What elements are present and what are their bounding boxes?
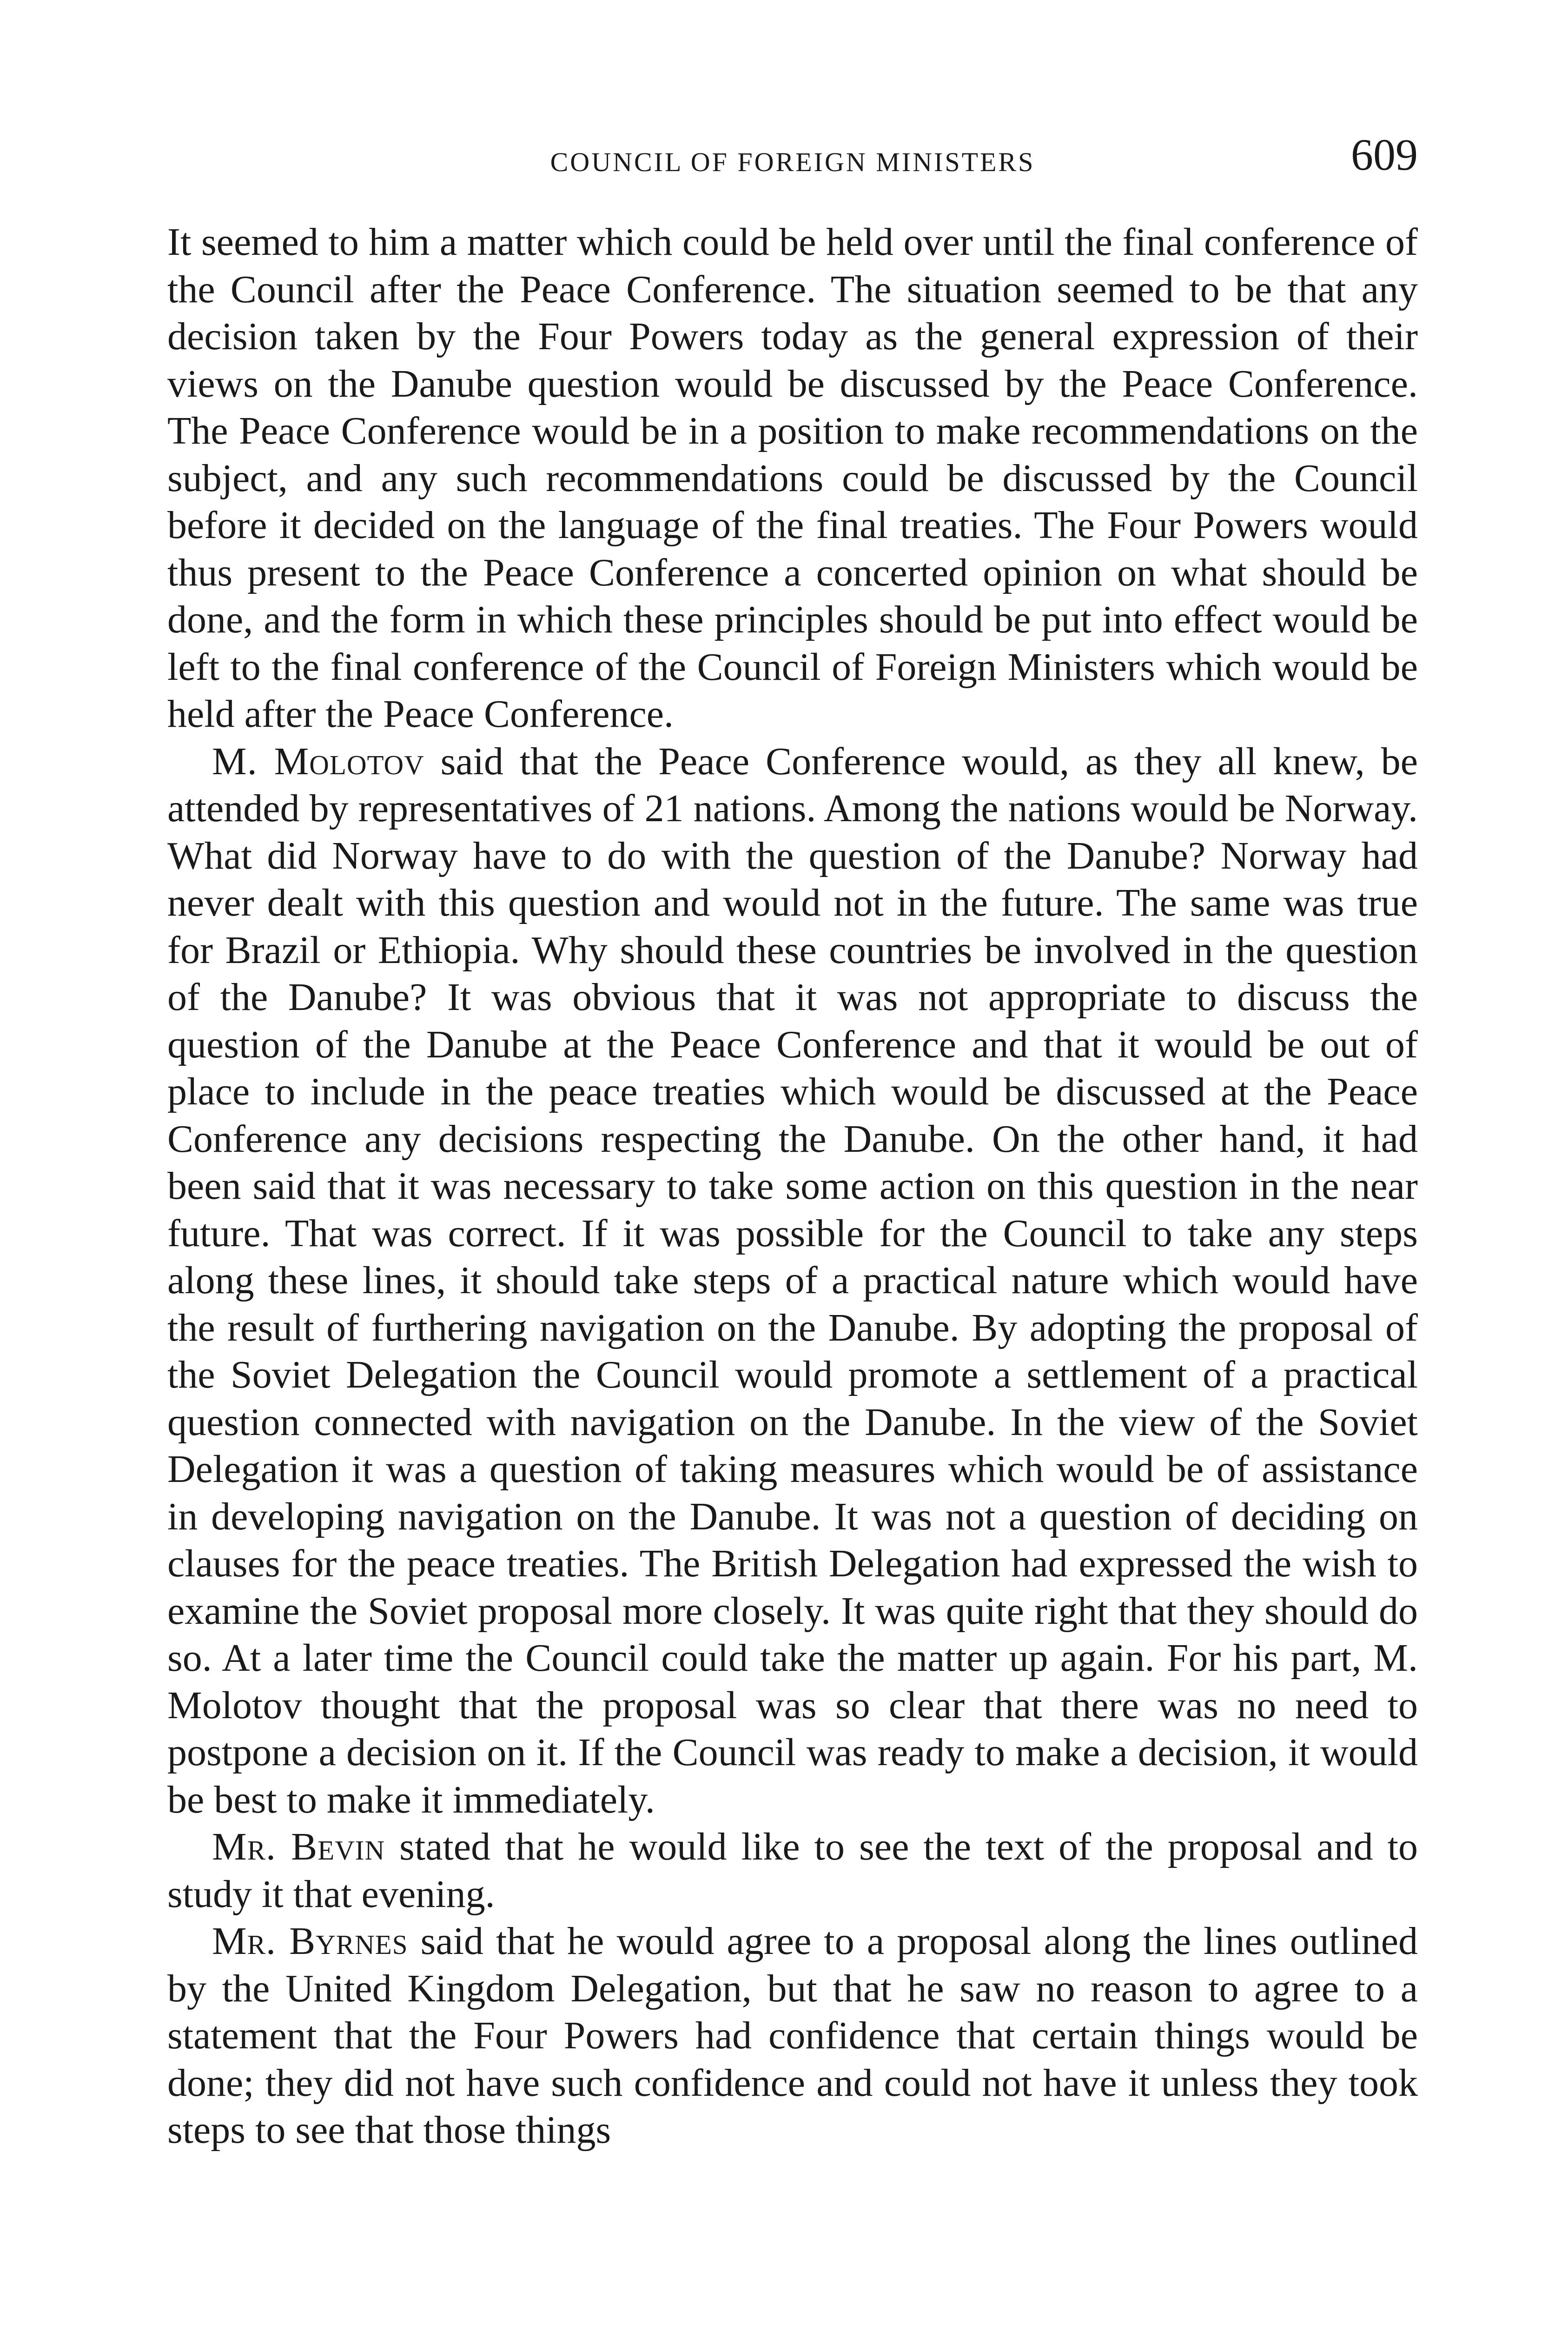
- paragraph-bevin: [167, 1823, 1418, 1918]
- paragraph-text: It seemed to him a matter which could be held over until the final conference of the Council after the Peace Conference. The situation seemed to be that any decision taken by the Four Powers today as the general expression of their views on the Danube question would be discussed by the Peace Conference. The Peace Conference would be in a position to make recommendations on the subject, and any such recommendations could be discussed by the Council before it decided on the language of the final treaties. The Four Powers would thus present to the Peace Conference a concerted opinion on what should be done, and the form in which these principles should be put into effect would be left to the final conference of the Council of Foreign Ministers which would be held after the Peace Conference.: [167, 220, 1418, 736]
- body-text: [167, 219, 1418, 2154]
- speaker-name: M. Molotov: [212, 739, 424, 783]
- running-title: COUNCIL OF FOREIGN MINISTERS: [550, 147, 1035, 177]
- paragraph-text: stated that he would like to see the text of the proposal and to study it that evening.: [167, 1825, 1418, 1916]
- running-header: [167, 130, 1418, 193]
- paragraph-byrnes: [167, 1918, 1418, 2154]
- page-number: 609: [1351, 130, 1418, 179]
- paragraph-text: said that the Peace Conference would, as they all knew, be attended by representatives of 21 nations. Among the nations would be Norway. What did Norway have to do with the question of the Danube? Norway had never dealt with this question and would not in the future. The same was true for Brazil or Ethiopia. Why should these countries be involved in the question of the Danube? It was obvious that it was not appropriate to discuss the question of the Danube at the Peace Conference and that it would be out of place to include in the peace treaties which would be discussed at the Peace Conference any decisions respecting the Danube. On the other hand, it had been said that it was necessary to take some action on this question in the near future. That was correct. If it was possible for the Council to take any steps along these lines, it should take steps of a practical nature which would have the result of furthering navigation on the Danube. By adopting the proposal of the Soviet Delegation the Council would promote a settlement of a practical question connected with navigation on the Danube. In the view of the Soviet Delegation it was a question of taking measures which would be of assistance in developing navigation on the Danube. It was not a question of deciding on clauses for the peace treaties. The British Delegation had expressed the wish to examine the Soviet proposal more closely. It was quite right that they should do so. At a later time the Council could take the matter up again. For his part, M. Molotov thought that the proposal was so clear that there was no need to postpone a decision on it. If the Council was ready to make a decision, it would be best to make it immediately.: [167, 739, 1418, 1821]
- speaker-name: Mr. Byrnes: [212, 1920, 408, 1963]
- paragraph-continuation: [167, 219, 1418, 738]
- paragraph-text: said that he would agree to a proposal along the lines outlined by the United Kingdom Delegation, but that he saw no reason to agree to a statement that the Four Powers had confidence that certain things would be done; they did not have such confidence and could not have it unless they took steps to see that those things: [167, 1920, 1418, 2152]
- speaker-name: Mr. Bevin: [212, 1825, 385, 1868]
- paragraph-molotov: [167, 738, 1418, 1824]
